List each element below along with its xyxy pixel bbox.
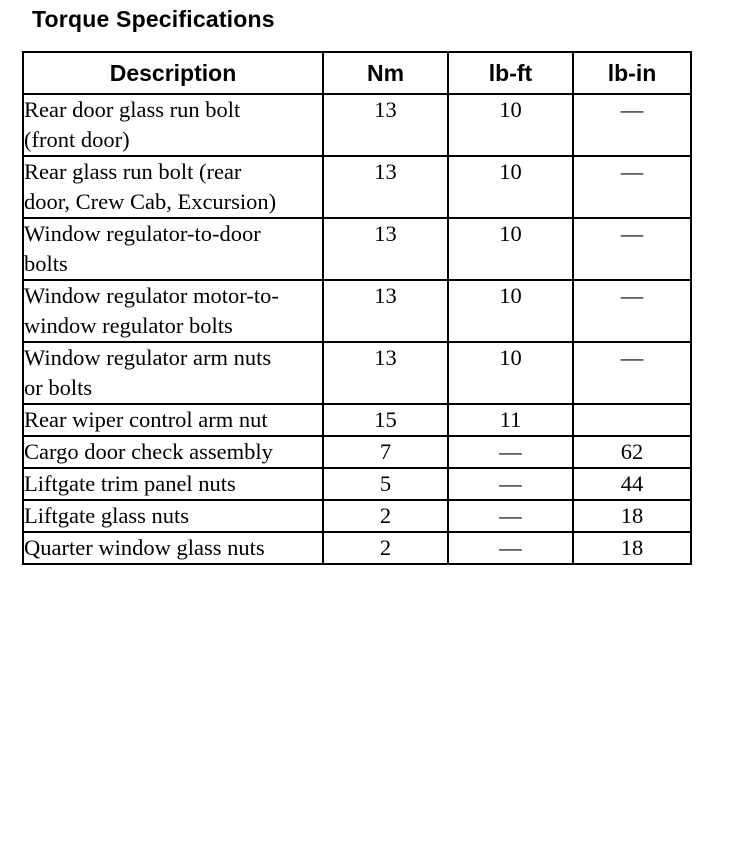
table-row bbox=[23, 436, 691, 468]
nm-cell: 13 bbox=[323, 94, 448, 156]
nm-cell: 13 bbox=[323, 156, 448, 218]
table-row bbox=[23, 280, 691, 342]
table-header-row bbox=[23, 52, 691, 94]
lbin-cell: — bbox=[573, 156, 691, 218]
lbin-cell: — bbox=[573, 280, 691, 342]
description-cell bbox=[23, 500, 323, 532]
description-text: Rear wiper control arm nut bbox=[24, 407, 268, 432]
column-header-description: Description bbox=[23, 52, 323, 94]
lbft-cell: 11 bbox=[448, 404, 573, 436]
nm-cell: 2 bbox=[323, 500, 448, 532]
lbin-cell: 44 bbox=[573, 468, 691, 500]
lbin-cell: 62 bbox=[573, 436, 691, 468]
description-cell bbox=[23, 218, 323, 280]
description-cell bbox=[23, 342, 323, 404]
nm-cell: 5 bbox=[323, 468, 448, 500]
lbin-cell: — bbox=[573, 94, 691, 156]
lbin-cell bbox=[573, 404, 691, 436]
nm-cell: 7 bbox=[323, 436, 448, 468]
column-header-lbin: lb-in bbox=[573, 52, 691, 94]
table-row bbox=[23, 218, 691, 280]
description-cell bbox=[23, 468, 323, 500]
description-cell bbox=[23, 94, 323, 156]
lbft-cell: 10 bbox=[448, 156, 573, 218]
description-cell bbox=[23, 404, 323, 436]
lbin-cell: 18 bbox=[573, 500, 691, 532]
lbin-cell: — bbox=[573, 218, 691, 280]
description-cell bbox=[23, 532, 323, 564]
description-text: Window regulator motor-to-window regulator bolts bbox=[24, 283, 279, 338]
lbft-cell: 10 bbox=[448, 280, 573, 342]
table-row bbox=[23, 468, 691, 500]
lbft-cell: — bbox=[448, 436, 573, 468]
description-text: Rear door glass run bolt (front door) bbox=[24, 97, 241, 152]
nm-cell: 2 bbox=[323, 532, 448, 564]
description-text: Cargo door check assembly bbox=[24, 439, 273, 464]
lbft-cell: — bbox=[448, 532, 573, 564]
description-text: Window regulator arm nuts or bolts bbox=[24, 345, 272, 400]
nm-cell: 13 bbox=[323, 218, 448, 280]
lbft-cell: 10 bbox=[448, 218, 573, 280]
description-text: Rear glass run bolt (rear door, Crew Cab, Excursion) bbox=[24, 159, 277, 214]
column-header-lbft: lb-ft bbox=[448, 52, 573, 94]
page-title: Torque Specifications bbox=[32, 6, 275, 32]
table-row bbox=[23, 500, 691, 532]
description-cell bbox=[23, 156, 323, 218]
torque-spec-table bbox=[22, 51, 692, 565]
lbft-cell: — bbox=[448, 468, 573, 500]
description-text: Window regulator-to-door bolts bbox=[24, 221, 261, 276]
column-header-nm: Nm bbox=[323, 52, 448, 94]
description-cell bbox=[23, 436, 323, 468]
table-row bbox=[23, 342, 691, 404]
table-row bbox=[23, 404, 691, 436]
nm-cell: 15 bbox=[323, 404, 448, 436]
table-row bbox=[23, 532, 691, 564]
lbft-cell: 10 bbox=[448, 342, 573, 404]
description-text: Quarter window glass nuts bbox=[24, 535, 265, 560]
nm-cell: 13 bbox=[323, 342, 448, 404]
table-row bbox=[23, 94, 691, 156]
table-row bbox=[23, 156, 691, 218]
lbft-cell: — bbox=[448, 500, 573, 532]
description-text: Liftgate trim panel nuts bbox=[24, 471, 236, 496]
lbft-cell: 10 bbox=[448, 94, 573, 156]
description-text: Liftgate glass nuts bbox=[24, 503, 189, 528]
lbin-cell: 18 bbox=[573, 532, 691, 564]
nm-cell: 13 bbox=[323, 280, 448, 342]
lbin-cell: — bbox=[573, 342, 691, 404]
description-cell bbox=[23, 280, 323, 342]
